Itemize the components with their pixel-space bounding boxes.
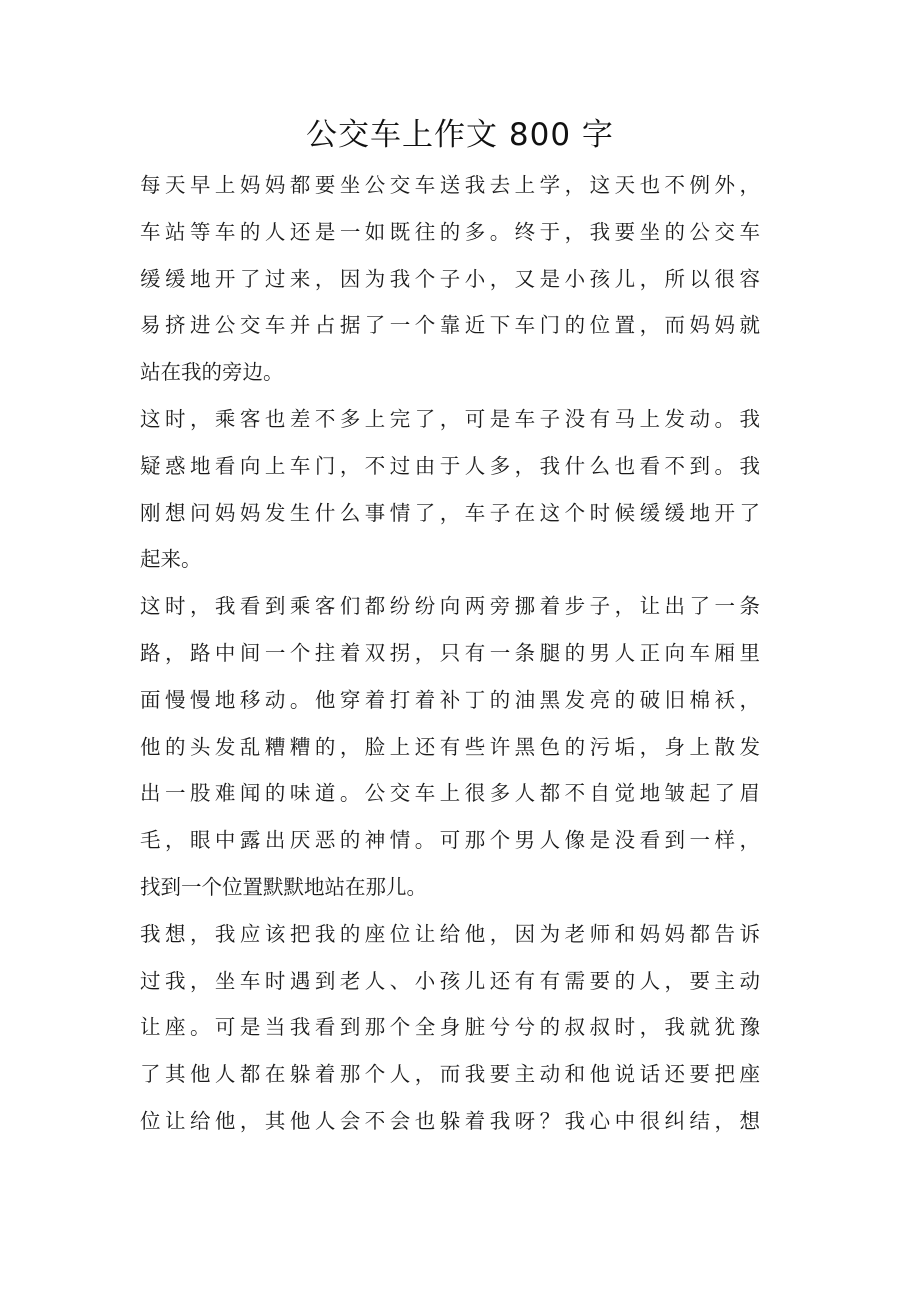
text-line: 刚想问妈妈发生什么事情了，车子在这个时候缓缓地开了 xyxy=(140,500,760,525)
text-line: 找到一个位置默默地站在那儿。 xyxy=(140,874,427,899)
text-line: 过我，坐车时遇到老人、小孩儿还有有需要的人，要主动 xyxy=(140,968,760,993)
text-line: 站在我的旁边。 xyxy=(140,360,284,385)
text-line: 易挤进公交车并占据了一个靠近下车门的位置，而妈妈就 xyxy=(140,313,760,338)
text-line: 了其他人都在躲着那个人，而我要主动和他说话还要把座 xyxy=(140,1062,760,1087)
text-line: 起来。 xyxy=(140,547,202,572)
paragraph-3 xyxy=(140,583,760,911)
text-line: 路，路中间一个拄着双拐，只有一条腿的男人正向车厢里 xyxy=(140,640,760,665)
text-line: 车站等车的人还是一如既往的多。终于，我要坐的公交车 xyxy=(140,219,760,244)
document-title: 公交车上作文 800 字 xyxy=(306,117,614,153)
paragraph-1 xyxy=(140,162,760,396)
text-line: 缓缓地开了过来，因为我个子小，又是小孩儿，所以很容 xyxy=(140,266,760,291)
text-line: 疑惑地看向上车门，不过由于人多，我什么也看不到。我 xyxy=(140,453,760,478)
essay-body xyxy=(140,162,760,1145)
text-line: 我想，我应该把我的座位让给他，因为老师和妈妈都告诉 xyxy=(140,921,760,946)
paragraph-4 xyxy=(140,911,760,1145)
text-line: 让座。可是当我看到那个全身脏兮兮的叔叔时，我就犹豫 xyxy=(140,1015,760,1040)
text-line: 面慢慢地移动。他穿着打着补丁的油黑发亮的破旧棉袄， xyxy=(140,687,760,712)
text-line: 这时，我看到乘客们都纷纷向两旁挪着步子，让出了一条 xyxy=(140,594,760,619)
text-line: 位让给他，其他人会不会也躲着我呀？我心中很纠结，想 xyxy=(140,1108,760,1133)
text-line: 这时，乘客也差不多上完了，可是车子没有马上发动。我 xyxy=(140,406,760,431)
text-line: 他的头发乱糟糟的，脸上还有些许黑色的污垢，身上散发 xyxy=(140,734,760,759)
text-line: 每天早上妈妈都要坐公交车送我去上学，这天也不例外， xyxy=(140,173,760,197)
text-line: 毛，眼中露出厌恶的神情。可那个男人像是没看到一样， xyxy=(140,828,760,853)
paragraph-2 xyxy=(140,396,760,583)
text-line: 出一股难闻的味道。公交车上很多人都不自觉地皱起了眉 xyxy=(140,781,760,806)
